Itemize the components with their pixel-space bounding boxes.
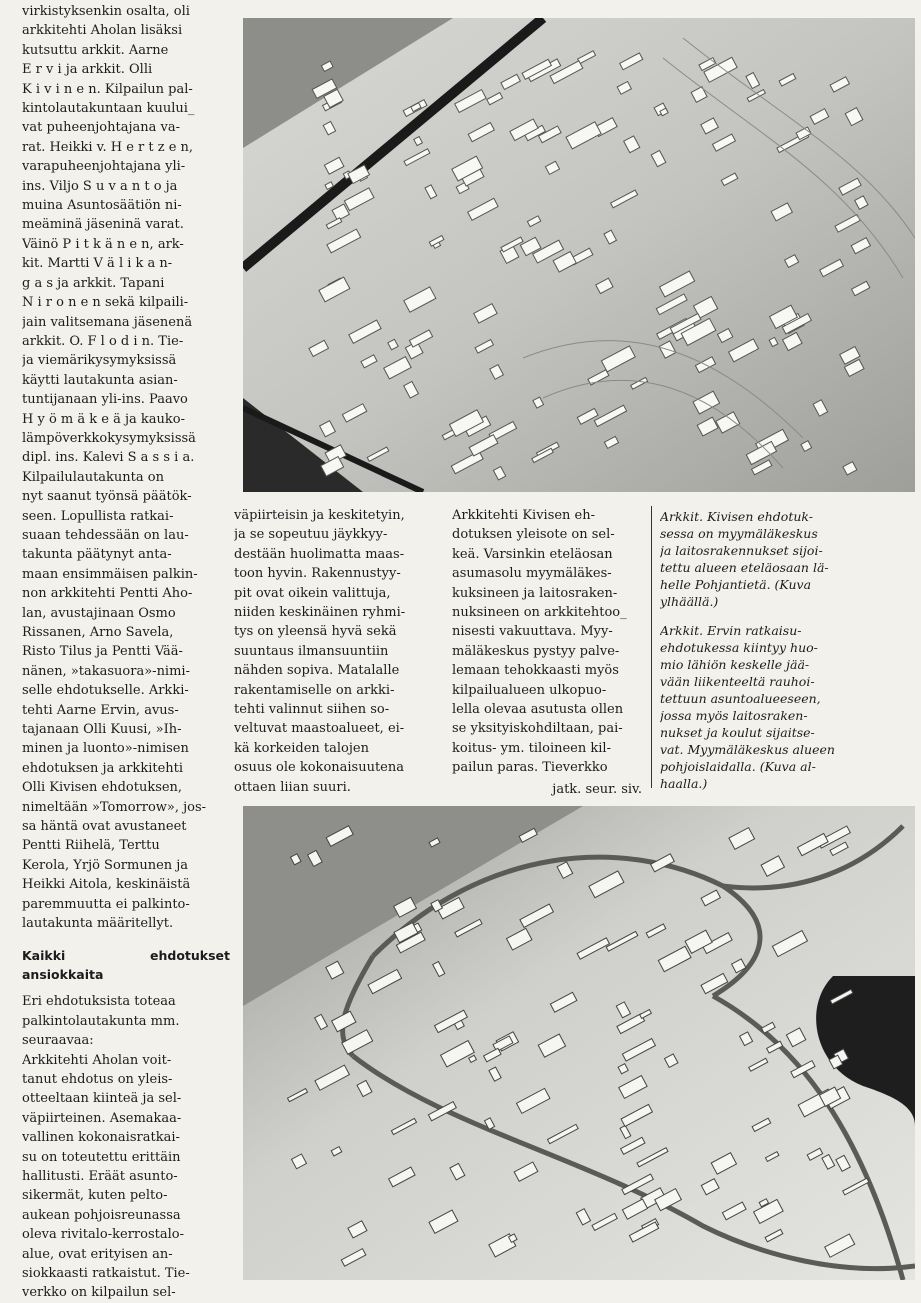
left-text-line: nimeltään »Tomorrow», jos- bbox=[22, 799, 207, 815]
caption-divider bbox=[651, 506, 652, 788]
right-text-line: dotuksen yleisote on sel- bbox=[452, 527, 615, 543]
caption-top-line: helle Pohjantietä. (Kuva bbox=[660, 577, 812, 592]
left-text-line: meäminä jäseninä varat. bbox=[22, 217, 184, 233]
left-text-line: Eri ehdotuksista toteaa bbox=[22, 994, 176, 1010]
middle-text-line: nähden sopiva. Matalalle bbox=[234, 663, 400, 679]
caption-top-line: Arkkit. Kivisen ehdotuk- bbox=[660, 509, 813, 524]
bottom-model-photo bbox=[243, 806, 915, 1280]
caption-bottom-line: jossa myös laitosraken- bbox=[660, 708, 808, 723]
caption-bottom-line: haalla.) bbox=[660, 776, 708, 791]
right-paragraph bbox=[452, 506, 642, 778]
right-text-line: kuksineen ja laitosraken- bbox=[452, 585, 618, 601]
caption-column bbox=[660, 508, 865, 792]
middle-text-line: väpiirteisin ja keskitetyin, bbox=[234, 508, 405, 523]
left-text-line: lan, avustajinaan Osmo bbox=[22, 605, 176, 621]
left-text-line: nyt saanut työnsä päätök- bbox=[22, 489, 192, 505]
continuation-note: jatk. seur. siv. bbox=[552, 781, 642, 797]
left-text-line: takunta päätynyt anta- bbox=[22, 547, 172, 563]
middle-text-line: veltuvat maastoalueet, ei- bbox=[234, 721, 405, 737]
left-text-line: verkko on kilpailun sel- bbox=[22, 1285, 176, 1301]
caption-bottom-line: pohjoislaidalla. (Kuva al- bbox=[660, 759, 816, 774]
right-text-line: lemaan tehokkaasti myös bbox=[452, 663, 619, 679]
left-text-line: Olli Kivisen ehdotuksen, bbox=[22, 780, 183, 796]
caption-bottom-line: ehdotukessa kiintyy huo- bbox=[660, 640, 818, 655]
left-text-line: tajanaan Olli Kuusi, »Ih- bbox=[22, 722, 182, 738]
left-text-line: lämpöverkkokysymyksissä bbox=[22, 430, 196, 446]
left-text-line: K i v i n e n. Kilpailun pal- bbox=[22, 81, 193, 97]
left-text-line: Kerola, Yrjö Sormunen ja bbox=[22, 857, 189, 873]
caption-bottom-line: mio lähiön keskelle jää- bbox=[660, 657, 810, 672]
left-text-line: g a s ja arkkit. Tapani bbox=[22, 275, 165, 291]
left-text-line: vallinen kokonaisratkai- bbox=[22, 1130, 180, 1146]
left-paragraph-2 bbox=[22, 992, 230, 1303]
right-text-line: keä. Varsinkin eteläosan bbox=[452, 546, 613, 562]
left-text-line: siokkaasti ratkaistut. Tie- bbox=[22, 1266, 190, 1281]
middle-text-line: osuus ole kokonaisuutena bbox=[234, 760, 405, 776]
left-text-line: maan ensimmäisen palkin- bbox=[22, 566, 198, 582]
bottom-model-image bbox=[243, 806, 915, 1280]
middle-text-line: ottaen liian suuri. bbox=[234, 779, 351, 795]
middle-text-line: kä korkeiden talojen bbox=[234, 740, 369, 756]
left-text-line: selle ehdotukselle. Arkki- bbox=[22, 683, 189, 699]
left-text-line: Arkkitehti Aholan voit- bbox=[22, 1052, 172, 1068]
top-model-photo bbox=[243, 18, 915, 492]
caption-top-line: sessa on myymäläkeskus bbox=[660, 526, 818, 541]
left-text-line: ins. Viljo S u v a n t o ja bbox=[22, 178, 178, 194]
caption-top-line: tettu alueen eteläosaan lä- bbox=[660, 560, 829, 575]
left-text-line: nänen, »takasuora»-nimi- bbox=[22, 663, 190, 679]
left-text-line: vat puheenjohtajana va- bbox=[22, 120, 181, 136]
right-text-line: nisesti vakuuttava. Myy- bbox=[452, 624, 613, 640]
left-text-line: seen. Lopullista ratkai- bbox=[22, 508, 174, 524]
left-text-line: alue, ovat erityisen an- bbox=[22, 1246, 173, 1262]
left-text-line: muina Asuntosäätiön ni- bbox=[22, 198, 182, 214]
left-text-line: seuraavaa: bbox=[22, 1033, 94, 1049]
middle-text-line: rakentamiselle on arkki- bbox=[234, 682, 395, 698]
caption-bottom-line: Arkkit. Ervin ratkaisu- bbox=[660, 623, 802, 638]
right-text-line: mäläkeskus pystyy palve- bbox=[452, 643, 620, 659]
left-paragraph-1 bbox=[22, 2, 230, 934]
caption-bottom-line: vat. Myymäläkeskus alueen bbox=[660, 742, 835, 757]
left-text-line: Pentti Riihelä, Terttu bbox=[22, 838, 160, 854]
left-text-line: sa häntä ovat avustaneet bbox=[22, 819, 187, 835]
middle-text-line: toon hyvin. Rakennustyy- bbox=[234, 566, 401, 582]
middle-text-line: ja se sopeutuu jäykkyy- bbox=[234, 527, 388, 543]
left-text-line: sikermät, kuten pelto- bbox=[22, 1188, 168, 1204]
middle-text-line: pit ovat oikein valittuja, bbox=[234, 585, 391, 601]
left-text-line: Risto Tilus ja Pentti Vää- bbox=[22, 644, 183, 660]
right-text-line: pailun paras. Tieverkko bbox=[452, 760, 608, 776]
left-text-line: käytti lautakunta asian- bbox=[22, 372, 178, 388]
left-text-line: virkistyksenkin osalta, oli bbox=[22, 4, 190, 19]
left-text-line: ja viemärikysymyksissä bbox=[22, 353, 177, 369]
middle-text-line: tys on yleensä hyvä sekä bbox=[234, 624, 397, 640]
left-text-line: aukean pohjoisreunassa bbox=[22, 1207, 181, 1223]
caption-top-line: ja laitosrakennukset sijoi- bbox=[660, 543, 823, 558]
middle-text-line: niiden keskinäinen ryhmi- bbox=[234, 605, 406, 621]
caption-bottom-line: vään liikenteeltä rauhoi- bbox=[660, 674, 815, 689]
left-text-line: rat. Heikki v. H e r t z e n, bbox=[22, 139, 194, 155]
left-text-line: Kilpailulautakunta on bbox=[22, 469, 164, 485]
left-text-line: arkkit. O. F l o d i n. Tie- bbox=[22, 333, 184, 349]
left-text-line: Rissanen, Arno Savela, bbox=[22, 625, 174, 640]
left-text-line: Heikki Aitola, keskinäistä bbox=[22, 877, 191, 893]
left-text-line: oleva rivitalo-kerrostalo- bbox=[22, 1227, 184, 1243]
section-heading: Kaikki ehdotukset ansiokkaita bbox=[22, 947, 230, 982]
middle-text-column bbox=[234, 506, 444, 797]
left-text-line: non arkkitehti Pentti Aho- bbox=[22, 586, 193, 602]
caption-bottom-line: tettuun asuntoalueeseen, bbox=[660, 691, 821, 706]
right-text-line: se yksityiskohdiltaan, pai- bbox=[452, 721, 623, 737]
left-text-line: otteeltaan kiinteä ja sel- bbox=[22, 1091, 182, 1107]
left-text-line: suaan tehdessään on lau- bbox=[22, 527, 189, 543]
left-text-line: H y ö m ä k e ä ja kauko- bbox=[22, 411, 185, 427]
right-text-line: kilpailualueen ulkopuo- bbox=[452, 682, 607, 698]
left-text-line: jain valitsemana jäsenenä bbox=[22, 314, 193, 330]
left-text-line: N i r o n e n sekä kilpaili- bbox=[22, 295, 189, 311]
left-text-column bbox=[22, 2, 230, 1303]
right-text-line: asumasolu myymäläkes- bbox=[452, 566, 612, 582]
left-text-line: väpiirteinen. Asemakaa- bbox=[22, 1110, 182, 1126]
right-text-column bbox=[452, 506, 642, 799]
right-text-line: koitus- ym. tiloineen kil- bbox=[452, 740, 611, 756]
left-text-line: arkkitehti Aholan lisäksi bbox=[22, 23, 183, 39]
middle-text-line: tehti valinnut siihen so- bbox=[234, 702, 390, 718]
caption-bottom bbox=[660, 622, 865, 792]
left-text-line: E r v i ja arkkit. Olli bbox=[22, 62, 153, 78]
left-text-line: dipl. ins. Kalevi S a s s i a. bbox=[22, 450, 195, 466]
top-model-image bbox=[243, 18, 915, 492]
caption-bottom-line: nukset ja koulut sijaitse- bbox=[660, 725, 815, 740]
caption-top bbox=[660, 508, 865, 610]
left-text-line: kutsuttu arkkit. Aarne bbox=[22, 42, 169, 58]
right-text-line: nuksineen on arkkitehtoo_ bbox=[452, 605, 627, 621]
right-text-line: Arkkitehti Kivisen eh- bbox=[452, 508, 596, 523]
left-text-line: su on toteutettu erittäin bbox=[22, 1149, 181, 1165]
left-text-line: tehti Aarne Ervin, avus- bbox=[22, 702, 179, 718]
left-text-line: kit. Martti V ä l i k a n- bbox=[22, 256, 173, 272]
left-text-line: paremmuutta ei palkinto- bbox=[22, 896, 190, 912]
middle-text-line: destään huolimatta maas- bbox=[234, 546, 405, 562]
left-text-line: kintolautakuntaan kuului_ bbox=[22, 101, 195, 117]
left-text-line: tanut ehdotus on yleis- bbox=[22, 1071, 173, 1087]
left-text-line: varapuheenjohtajana yli- bbox=[22, 159, 186, 175]
left-text-line: tuntijanaan yli-ins. Paavo bbox=[22, 392, 188, 408]
right-text-line: lella olevaa asutusta ollen bbox=[452, 702, 624, 718]
middle-text-line: suuntaus ilmansuuntiin bbox=[234, 643, 389, 659]
left-text-line: Väinö P i t k ä n e n, ark- bbox=[22, 236, 184, 252]
left-text-line: lautakunta määritellyt. bbox=[22, 916, 174, 932]
left-text-line: hallitusti. Eräät asunto- bbox=[22, 1168, 178, 1184]
caption-top-line: ylhäällä.) bbox=[660, 594, 719, 609]
left-text-line: palkintolautakunta mm. bbox=[22, 1013, 180, 1029]
left-text-line: minen ja luonto»-nimisen bbox=[22, 741, 189, 757]
left-text-line: ehdotuksen ja arkkitehti bbox=[22, 760, 184, 776]
